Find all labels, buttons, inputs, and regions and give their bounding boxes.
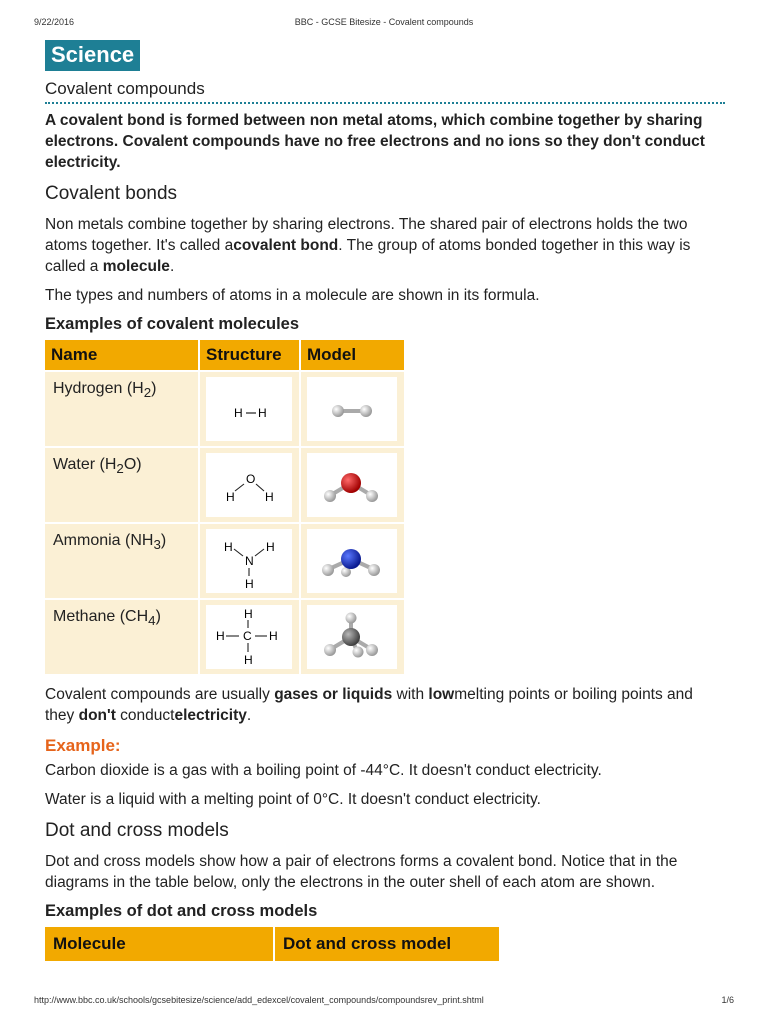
svg-text:H: H	[265, 490, 274, 504]
column-name: Name	[45, 340, 200, 370]
svg-text:H: H	[258, 406, 267, 420]
dot-cross-paragraph: Dot and cross models show how a pair of electrons forms a covalent bond. Notice that in the diagrams in the table below, only the electrons in the outer shell of each atom are shown.	[45, 853, 678, 891]
ammonia-ball-model	[307, 529, 397, 593]
svg-text:H: H	[234, 406, 243, 420]
water-ball-model	[307, 453, 397, 517]
dot-cross-table	[45, 927, 499, 961]
covalent-molecules-table	[45, 340, 404, 674]
covalent-bonds-heading: Covalent bonds	[45, 183, 178, 204]
covalent-bonds-paragraph: Non metals combine together by sharing electrons. The shared pair of electrons holds the two atoms together. It's called acovalent bond. The group of atoms bonded together in this way is called a molecule.	[45, 216, 691, 275]
molecule-name-water: Water $(H_2O)$	[45, 446, 200, 522]
table-header-row	[45, 340, 404, 370]
svg-text:H: H	[269, 629, 278, 643]
example-water: Water is a liquid with a melting point of 0°C. It doesn't conduct electricity.	[45, 791, 541, 808]
svg-text:H: H	[244, 607, 253, 621]
print-page-number: 1/6	[721, 995, 734, 1005]
column-model: Model	[301, 340, 404, 370]
table-header-row	[45, 927, 499, 961]
svg-text:O: O	[246, 472, 256, 486]
section-brand-badge[interactable]: Science	[45, 40, 140, 71]
print-date: 9/22/2016	[34, 17, 75, 27]
intro-summary: A covalent bond is formed between non metal atoms, which combine together by sharing electrons. Covalent compounds have no free electrons and no ions so they don't conduct electricity.	[45, 112, 705, 171]
molecule-name-hydrogen: Hydrogen $(H_2)$	[45, 370, 200, 446]
print-title: BBC - GCSE Bitesize - Covalent compounds	[294, 17, 474, 27]
article	[45, 40, 725, 961]
methane-ball-model	[307, 605, 397, 669]
svg-text:H: H	[266, 540, 275, 554]
print-url[interactable]: http://www.bbc.co.uk/schools/gcsebitesize/science/add_edexcel/covalent_compounds/compoundsrev_print.shtml	[34, 995, 484, 1005]
page-title: Covalent compounds	[45, 79, 725, 104]
formula-paragraph: The types and numbers of atoms in a molecule are shown in its formula.	[45, 287, 540, 304]
table-row	[45, 598, 404, 674]
svg-text:H: H	[244, 653, 253, 667]
hydrogen-ball-model	[307, 377, 397, 441]
table-row	[45, 446, 404, 522]
column-dot-cross-model: Dot and cross model	[275, 927, 499, 961]
svg-text:N: N	[245, 554, 254, 568]
svg-text:H: H	[226, 490, 235, 504]
table-row	[45, 522, 404, 598]
molecule-name-ammonia: Ammonia $(NH_3)$	[45, 522, 200, 598]
covalent-molecules-table-heading: Examples of covalent molecules	[45, 315, 300, 333]
svg-text:H: H	[245, 577, 254, 591]
table-row	[45, 370, 404, 446]
example-co2: Carbon dioxide is a gas with a boiling point of -44°C. It doesn't conduct electricity.	[45, 762, 602, 779]
column-molecule: Molecule	[45, 927, 275, 961]
example-label: Example:	[45, 736, 121, 755]
water-structure-diagram	[206, 453, 292, 517]
ammonia-structure-diagram	[206, 529, 292, 593]
molecule-name-methane: Methane $(CH_4)$	[45, 598, 200, 674]
dot-cross-heading: Dot and cross models	[45, 820, 229, 841]
methane-structure-diagram	[206, 605, 292, 669]
svg-text:H: H	[224, 540, 233, 554]
print-footer	[0, 994, 768, 1006]
svg-text:C: C	[243, 629, 252, 643]
dot-cross-table-heading: Examples of dot and cross models	[45, 902, 318, 920]
print-header	[0, 16, 768, 28]
properties-paragraph: Covalent compounds are usually gases or liquids with lowmelting points or boiling points and they don't conductelectricity.	[45, 686, 693, 724]
svg-text:H: H	[216, 629, 225, 643]
hydrogen-structure-diagram	[206, 377, 292, 441]
column-structure: Structure	[200, 340, 301, 370]
